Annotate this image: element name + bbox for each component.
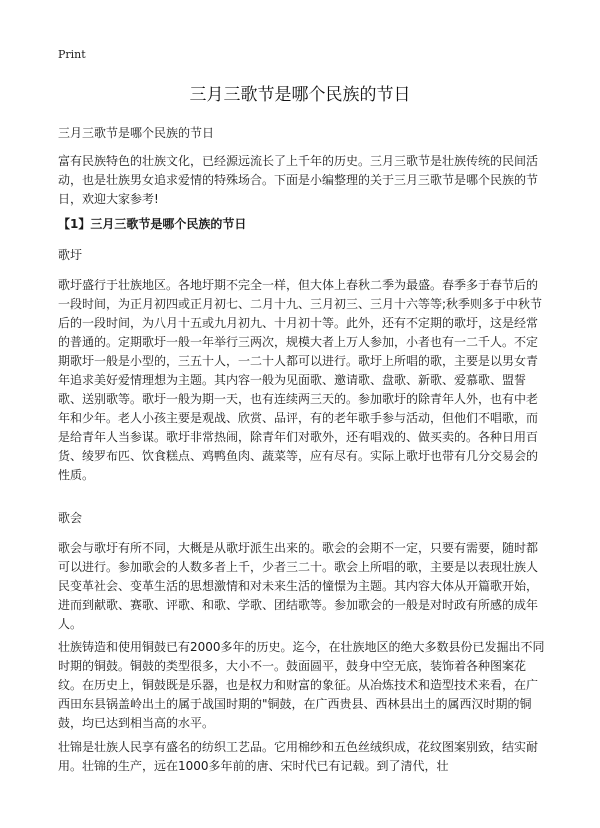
paragraph-gexu xyxy=(58,276,548,485)
paragraph-gexu-text: 歌圩盛行于壮族地区。各地圩期不完全一样，但大体上春秋二季为最盛。春季多于春节后的一段时间，为正月初四或正月初七、二月十九、三月初三、三月十六等等;秋季则多于中秋节后的一段时间，为八月十五或九月初九、十月初十等。此外，还有不定期的歌圩，这是经常的普通的。定期歌圩一般一年举行三两次，规模大者上万人参加，小者也有一二千人。不定期歌圩一般是小型的，三五十人，一二十人都可以进行。歌圩上所唱的歌，主要是以男女青年追求美好爱情理想为主题。其内容一般为见面歌、邀请歌、盘歌、新歌、爱慕歌、盟誓歌、送别歌等。歌圩一般为期一天，也有连续两三天的。参加歌圩的除青年人外，也有中老年和少年。老人小孩主要是观战、欣赏、品评，有的老年歌手参与活动，但他们不唱歌，而是给青年人当参谋。歌圩非常热闹，除青年们对歌外，还有唱戏的、做买卖的。各种日用百货、绫罗布匹、饮食糕点、鸡鸭鱼肉、蔬菜等，应有尽有。实际上歌圩也带有几分交易会的性质。 xyxy=(58,278,543,482)
heading-gehui: 歌会 xyxy=(58,511,83,525)
paragraph-gehui xyxy=(58,539,548,634)
paragraph-tonggu xyxy=(58,638,548,733)
intro-text: 富有民族特色的壮族文化，已经源远流长了上千年的历史。三月三歌节是壮族传统的民间活动，也是壮族男女追求爱情的特殊场合。下面是小编整理的关于三月三歌节是哪个民族的节日，欢迎大家参考! xyxy=(58,154,539,206)
paragraph-gehui-text: 歌会与歌圩有所不同，大概是从歌圩派生出来的。歌会的会期不一定，只要有需要，随时都可以进行。参加歌会的人数多者上千，少者三二十。歌会上所唱的歌，主要是以表现壮族人民变革社会、变革生活的思想激情和对未来生活的憧憬为主题。其内容大体从开篇歌开始，进而到献歌、赛歌、评歌、和歌、学歌、团结歌等。参加歌会的一般是对时政有所感的成年人。 xyxy=(58,541,539,631)
print-label: Print xyxy=(58,48,86,61)
paragraph-tonggu-text: 壮族铸造和使用铜鼓已有2000多年的历史。迄今，在壮族地区的绝大多数县份已发掘出不同时期的铜鼓。铜鼓的类型很多，大小不一。鼓面圆平，鼓身中空无底，装饰着各种图案花纹。在历史上，铜鼓既是乐器，也是权力和财富的象征。从冶炼技术和造型技术来看，在广西田东县锅盖岭出土的属于战国时期的"铜鼓，在广西贵县、西林县出土的属西汉时期的铜鼓，均已达到相当高的水平。 xyxy=(58,640,545,730)
article-subtitle: 三月三歌节是哪个民族的节日 xyxy=(58,126,215,140)
intro-paragraph xyxy=(58,152,548,209)
page-title: 三月三歌节是哪个民族的节日 xyxy=(189,85,411,105)
section-title: 【1】三月三歌节是哪个民族的节日 xyxy=(58,217,247,231)
heading-gexu: 歌圩 xyxy=(58,248,83,262)
paragraph-zhuangjin-text: 壮锦是壮族人民享有盛名的纺织工艺品。它用棉纱和五色丝绒织成，花纹图案别致，结实耐用。壮锦的生产，远在1000多年前的唐、宋时代已有记载。到了清代，壮 xyxy=(58,740,539,773)
paragraph-zhuangjin xyxy=(58,738,548,776)
